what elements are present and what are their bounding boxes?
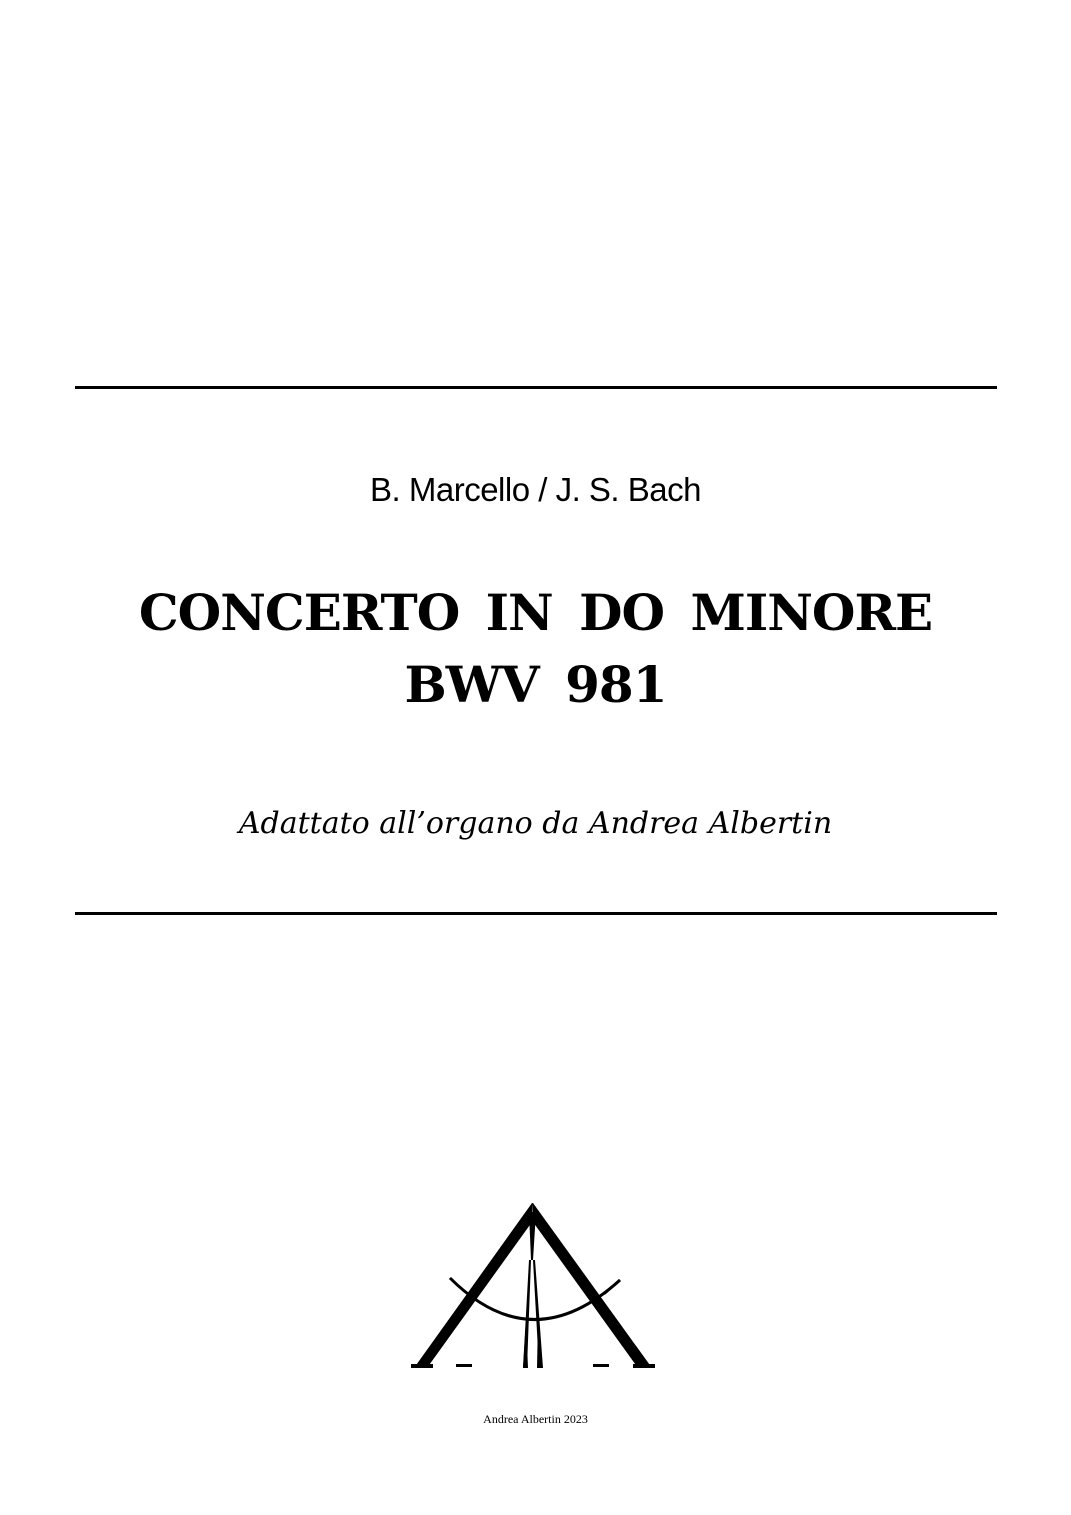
composers-line: B. Marcello / J. S. Bach — [370, 471, 701, 508]
subtitle: Adattato all’organo da Andrea Albertin — [238, 806, 833, 841]
bottom-divider — [75, 912, 997, 915]
footer-credit: Andrea Albertin 2023 — [483, 1412, 588, 1426]
top-divider — [75, 386, 997, 389]
title-line-1: CONCERTO IN DO MINORE — [138, 583, 933, 642]
monogram-logo-icon — [405, 1200, 660, 1375]
title-line-2: BWV 981 — [404, 655, 667, 714]
